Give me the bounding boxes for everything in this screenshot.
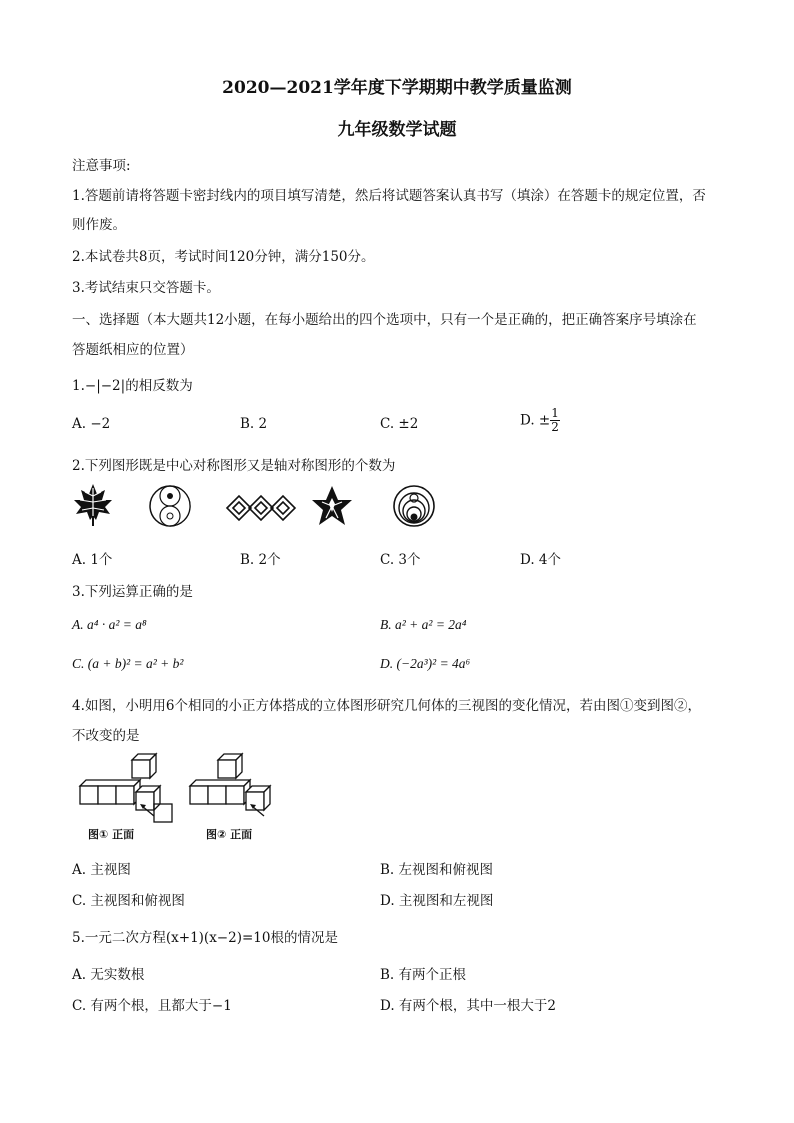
q1-option-c: C. ±2 bbox=[380, 416, 419, 432]
knot-pattern-figure bbox=[225, 488, 297, 528]
maple-leaf-figure bbox=[72, 482, 114, 528]
exam-title: 2020—2021学年度下学期期中教学质量监测 bbox=[222, 78, 572, 98]
notice-item-1b: 则作废。 bbox=[72, 217, 126, 233]
q3-option-a: A. a⁴ · a² = a⁸ bbox=[72, 617, 147, 632]
q1-option-d-fraction bbox=[550, 407, 560, 434]
q3-option-b: B. a² + a² = 2a⁴ bbox=[380, 617, 467, 632]
q1-option-a: A. −2 bbox=[72, 416, 111, 432]
fraction-denominator: 2 bbox=[551, 420, 559, 434]
star-figure bbox=[310, 484, 354, 528]
q4-option-a: A. 主视图 bbox=[72, 862, 131, 878]
q1-stem: 1.−|−2|的相反数为 bbox=[72, 378, 193, 394]
q5-option-c: C. 有两个根，且都大于−1 bbox=[72, 998, 232, 1014]
q2-stem: 2.下列图形既是中心对称图形又是轴对称图形的个数为 bbox=[72, 458, 396, 474]
q5-option-d: D. 有两个根，其中一根大于2 bbox=[380, 998, 557, 1014]
q1-option-d-prefix: D. ± bbox=[520, 412, 551, 429]
concentric-circles-figure bbox=[392, 484, 436, 528]
q3-stem: 3.下列运算正确的是 bbox=[72, 584, 193, 600]
yin-yang-figure bbox=[148, 484, 192, 528]
q5-option-a: A. 无实数根 bbox=[72, 967, 145, 983]
cube-stack-figure-1 bbox=[76, 748, 182, 824]
q5-stem: 5.一元二次方程(x+1)(x−2)=10根的情况是 bbox=[72, 930, 338, 946]
section-heading-b: 答题纸相应的位置） bbox=[72, 342, 194, 358]
q2-option-d: D. 4个 bbox=[520, 552, 562, 568]
fraction-numerator: 1 bbox=[551, 406, 559, 420]
q2-option-b: B. 2个 bbox=[240, 552, 281, 568]
notice-heading: 注意事项: bbox=[72, 158, 131, 174]
notice-item-2: 2.本试卷共8页，考试时间120分钟，满分150分。 bbox=[72, 249, 375, 265]
q1-option-d bbox=[520, 407, 560, 434]
section-heading-a: 一、选择题（本大题共12小题，在每小题给出的四个选项中，只有一个是正确的，把正确答案序号填涂在 bbox=[72, 312, 697, 328]
q3-option-c: C. (a + b)² = a² + b² bbox=[72, 656, 184, 671]
q3-option-d: D. (−2a³)² = 4a⁶ bbox=[380, 656, 471, 671]
exam-subtitle: 九年级数学试题 bbox=[337, 120, 457, 140]
q4-option-d: D. 主视图和左视图 bbox=[380, 893, 494, 909]
cube-stack-figure-2 bbox=[186, 748, 292, 824]
q4-option-b: B. 左视图和俯视图 bbox=[380, 862, 494, 878]
q2-option-a: A. 1个 bbox=[72, 552, 113, 568]
q4-stem-b: 不改变的是 bbox=[72, 728, 140, 744]
q4-stem-a: 4.如图，小明用6个相同的小正方体搭成的立体图形研究几何体的三视图的变化情况，若由图①变到图②， bbox=[72, 698, 701, 714]
notice-item-1a: 1.答题前请将答题卡密封线内的项目填写清楚，然后将试题答案认真书写（填涂）在答题卡的规定位置，否 bbox=[72, 188, 706, 204]
notice-item-3: 3.考试结束只交答题卡。 bbox=[72, 280, 220, 296]
q2-option-c: C. 3个 bbox=[380, 552, 421, 568]
q4-option-c: C. 主视图和俯视图 bbox=[72, 893, 185, 909]
figure-1-label: 图① 正面 bbox=[88, 828, 135, 841]
q1-option-b: B. 2 bbox=[240, 416, 268, 432]
q5-option-b: B. 有两个正根 bbox=[380, 967, 467, 983]
figure-2-label: 图② 正面 bbox=[206, 828, 253, 841]
